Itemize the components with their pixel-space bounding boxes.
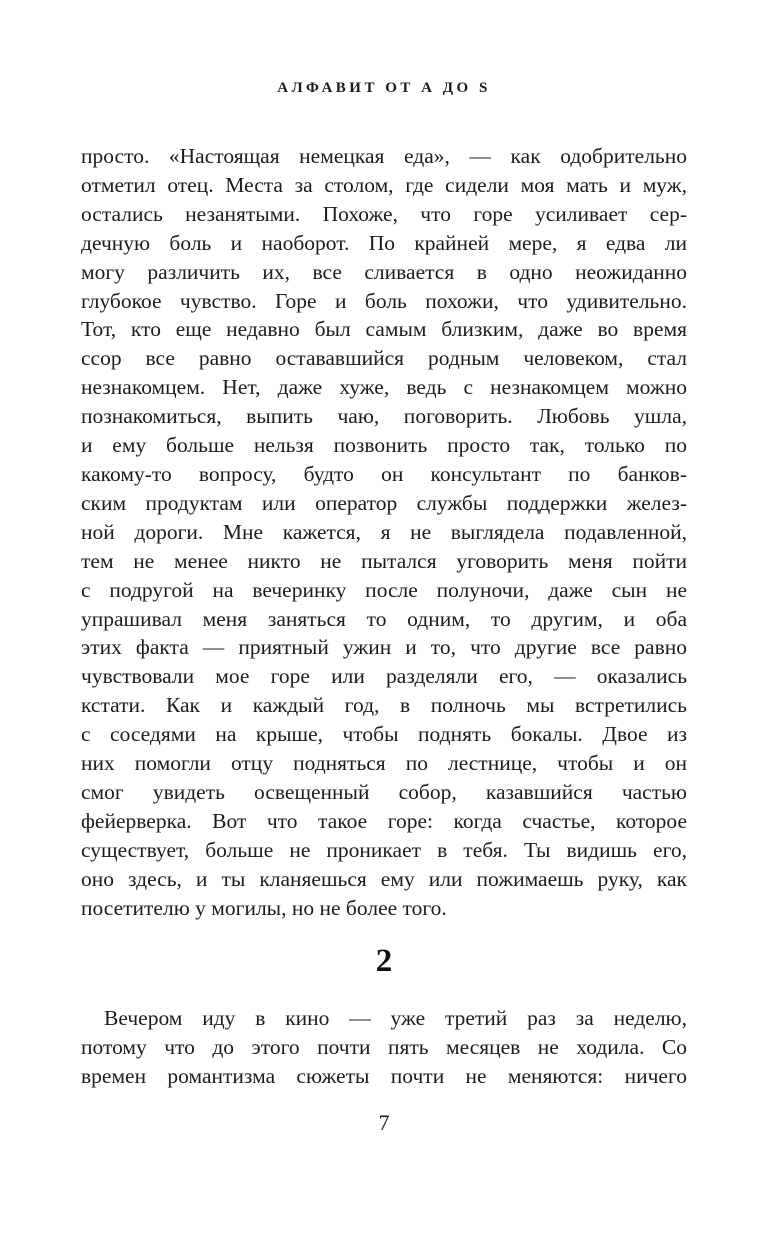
text-line: Вечером иду в кино — уже третий раз за неделю, xyxy=(104,1006,687,1031)
page-body xyxy=(81,142,687,1091)
text-line: чувствовали мое горе или разделяли его, — оказались xyxy=(81,664,687,689)
text-line: ссор все равно остававшийся родным человеком, стал xyxy=(81,346,687,371)
paragraph-continuation xyxy=(81,142,687,922)
paragraph xyxy=(81,1004,687,1091)
text-line: тем не менее никто не пытался уговорить меня пойти xyxy=(81,548,687,573)
text-line: ной дороги. Мне кажется, я не выглядела подавленной, xyxy=(81,519,687,544)
text-line: времен романтизма сюжеты почти не меняются: ничего xyxy=(81,1064,687,1089)
text-line: смог увидеть освещенный собор, казавшийся частью xyxy=(81,779,687,804)
text-line: существует, больше не проникает в тебя. Ты видишь его, xyxy=(81,837,687,862)
text-line: них помогли отцу подняться по лестнице, чтобы и он xyxy=(81,751,687,776)
section-heading: 2 xyxy=(375,943,393,980)
text-line: могу различить их, все сливается в одно неожиданно xyxy=(81,259,687,284)
text-line: и ему больше нельзя позвонить просто так, только по xyxy=(81,433,687,458)
text-line: остались незанятыми. Похоже, что горе усиливает сер- xyxy=(81,201,687,226)
text-line: незнакомцем. Нет, даже хуже, ведь с незнакомцем можно xyxy=(81,375,687,400)
text-line: просто. «Настоящая немецкая еда», — как одобрительно xyxy=(81,144,687,168)
text-line: какому-то вопросу, будто он консультант по банков- xyxy=(81,461,687,486)
text-line: отметил отец. Места за столом, где сидели моя мать и муж, xyxy=(81,172,687,197)
text-line: ским продуктам или оператор службы поддержки желез- xyxy=(81,490,687,515)
running-head: АЛФАВИТ ОТ А ДО S xyxy=(277,80,491,96)
text-line: этих факта — приятный ужин и то, что другие все равно xyxy=(81,635,687,660)
text-line: Тот, кто еще недавно был самым близким, даже во время xyxy=(81,317,687,342)
text-line: оно здесь, и ты кланяешься ему или пожимаешь руку, как xyxy=(81,866,687,891)
text-line: с подругой на вечеринку после полуночи, даже сын не xyxy=(81,577,687,602)
text-line: познакомиться, выпить чаю, поговорить. Любовь ушла, xyxy=(81,404,687,429)
text-line: упрашивал меня заняться то одним, то другим, и оба xyxy=(81,606,687,631)
text-line: дечную боль и наоборот. По крайней мере, я едва ли xyxy=(81,230,687,255)
text-line: потому что до этого почти пять месяцев не ходила. Со xyxy=(81,1035,687,1060)
text-line: с соседями на крыше, чтобы поднять бокалы. Двое из xyxy=(81,722,687,747)
text-line: посетителю у могилы, но не более того. xyxy=(81,895,447,920)
text-line: фейерверка. Вот что такое горе: когда счастье, которое xyxy=(81,808,687,833)
text-line: кстати. Как и каждый год, в полночь мы встретились xyxy=(81,693,687,718)
text-line: глубокое чувство. Горе и боль похожи, что удивительно. xyxy=(81,288,687,313)
page-number: 7 xyxy=(378,1110,390,1135)
